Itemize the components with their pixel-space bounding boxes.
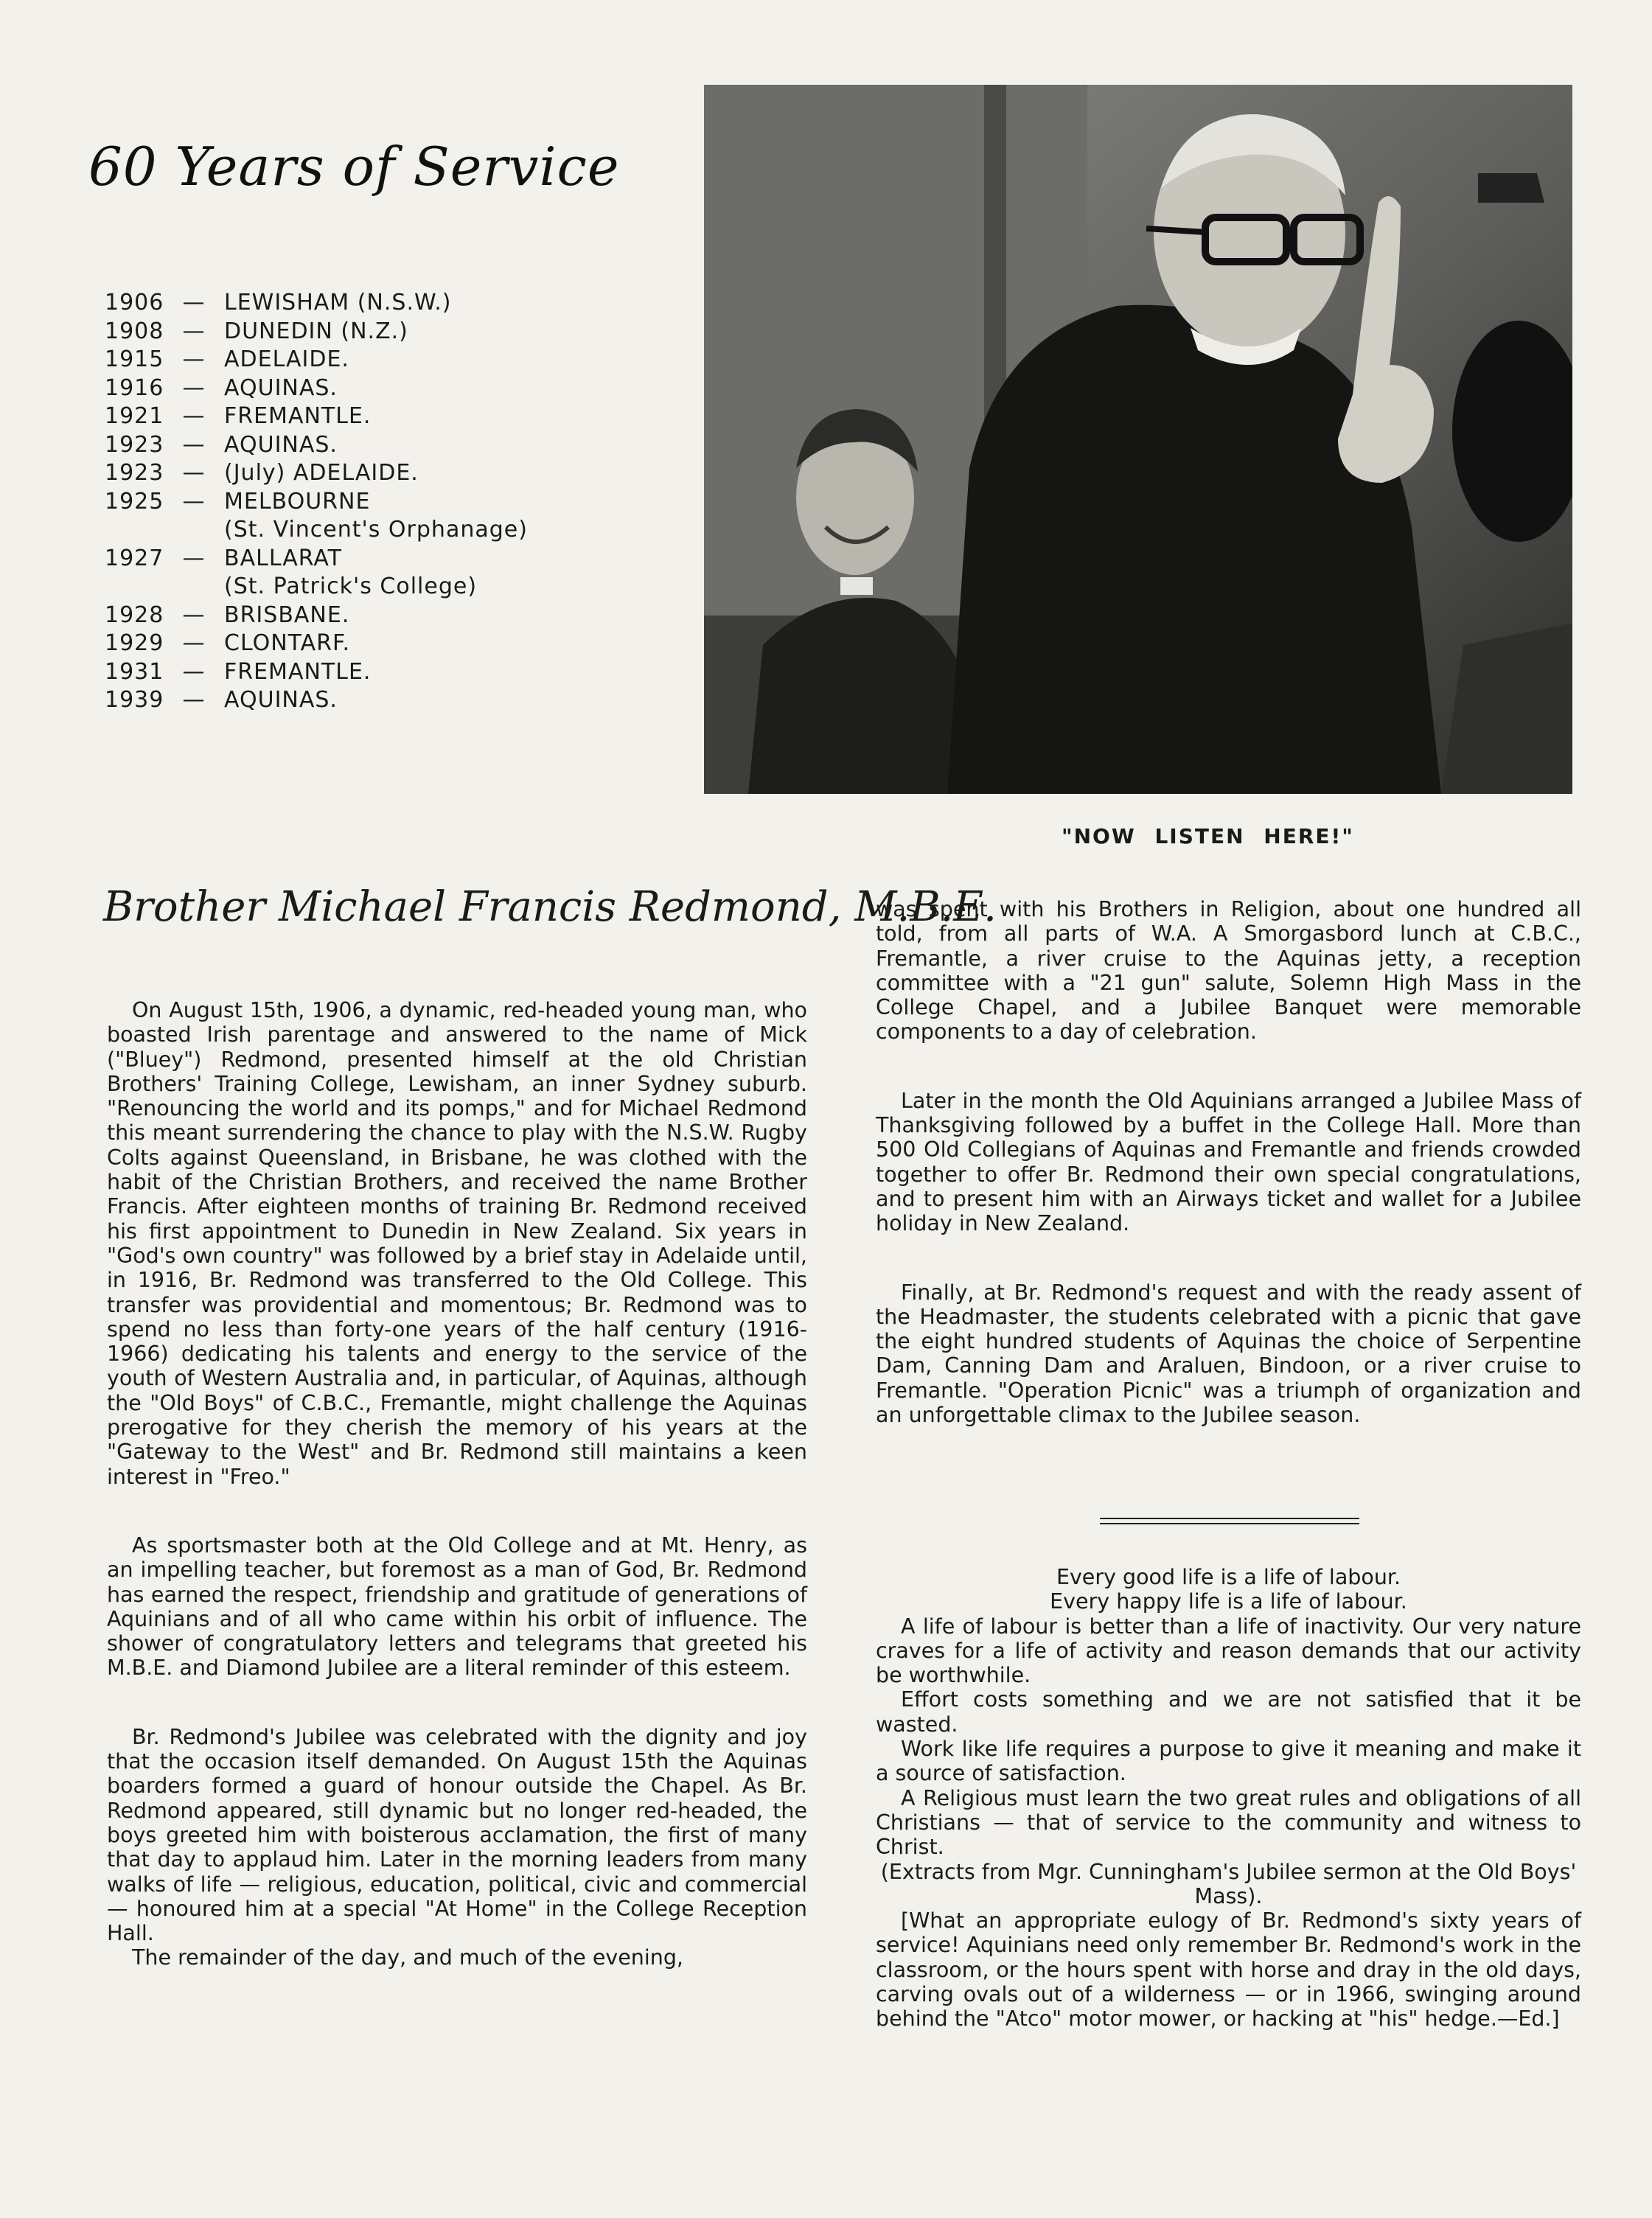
timeline-dash: — (182, 687, 206, 713)
quote-line: Every good life is a life of labour. (1056, 1565, 1401, 1589)
timeline-year: 1929 (105, 630, 164, 656)
timeline-year: 1906 (105, 290, 164, 315)
timeline-row (105, 488, 665, 517)
timeline-dash: — (182, 488, 206, 515)
timeline-place: MELBOURNE (224, 488, 371, 515)
timeline-place: (July) ADELAIDE. (224, 460, 419, 486)
timeline-year: 1923 (105, 460, 164, 486)
photo-illustration (704, 85, 1572, 794)
timeline-year: 1927 (105, 545, 164, 571)
timeline-year: 1923 (105, 431, 164, 458)
timeline-year: 1925 (105, 488, 164, 515)
quote-line: Every happy life is a life of labour. (1050, 1589, 1407, 1614)
timeline-place: LEWISHAM (N.S.W.) (224, 290, 452, 315)
timeline-year: 1928 (105, 601, 164, 628)
quote-paragraph: A life of labour is better than a life of inactivity. Our very nature craves for a life of activity and reason demands that our activity be worthwhile. (876, 1614, 1581, 1688)
timeline-subrow (105, 573, 665, 601)
timeline-year: 1931 (105, 658, 164, 685)
timeline-dash: — (182, 431, 206, 458)
timeline-row (105, 346, 665, 374)
timeline-row (105, 402, 665, 431)
timeline-dash: — (182, 403, 206, 429)
timeline-row (105, 318, 665, 346)
timeline-dash: — (182, 601, 206, 628)
timeline-row (105, 601, 665, 630)
timeline-place: AQUINAS. (224, 687, 338, 713)
timeline-place: ADELAIDE. (224, 346, 349, 372)
timeline-row (105, 686, 665, 715)
article-paragraph: As sportsmaster both at the Old College and at Mt. Henry, as an impelling teacher, but foremost as a man of God, Br. Redmond has earned the respect, friendship and gratitude of generations of Aquinians and of all who came within his orbit of influence. The shower of congratulatory letters and telegrams that greeted his M.B.E. and Diamond Jubilee are a literal reminder of this esteem. (107, 1532, 807, 1681)
timeline-year: 1915 (105, 346, 164, 372)
timeline-place: DUNEDIN (N.Z.) (224, 318, 408, 344)
sermon-extract (876, 1565, 1581, 2032)
timeline-place: FREMANTLE. (224, 403, 372, 429)
section-title: 60 Years of Service (88, 136, 620, 198)
timeline-dash: — (182, 460, 206, 486)
timeline-subplace: (St. Patrick's College) (224, 573, 478, 599)
timeline-dash: — (182, 545, 206, 571)
timeline-subplace: (St. Vincent's Orphanage) (224, 517, 528, 543)
article-heading: Brother Michael Francis Redmond, M.B.E. (103, 883, 997, 931)
timeline-row (105, 431, 665, 460)
timeline-dash: — (182, 318, 206, 344)
timeline-dash: — (182, 658, 206, 685)
timeline-year: 1908 (105, 318, 164, 344)
timeline-place: AQUINAS. (224, 431, 338, 458)
timeline-place: CLONTARF. (224, 630, 350, 656)
quote-source: (Extracts from Mgr. Cunningham's Jubilee sermon at the Old Boys' Mass). (880, 1859, 1577, 1908)
timeline-place: BALLARAT (224, 545, 342, 571)
timeline-dash: — (182, 630, 206, 656)
timeline-row (105, 459, 665, 488)
article-paragraph: On August 15th, 1906, a dynamic, red-headed young man, who boasted Irish parentage and answered to the name of Mick ("Bluey") Redmond, presented himself at the old Christian Brothers' Training College, Lewisham, an inner Sydney suburb. "Renouncing the world and its pomps," and for Michael Redmond this meant surrendering the chance to play with the N.S.W. Rugby Colts against Queensland, in Brisbane, he was clothed with the habit of the Christian Brothers, and received the name Brother Francis. After eighteen months of training Br. Redmond received his first appointment to Dunedin in New Zealand. Six years in "God's own country" was followed by a brief stay in Adelaide until, in 1916, Br. Redmond was transferred to the Old College. This transfer was providential and momentous; Br. Redmond was to spend no less than forty-one years of the half century (1916-1966) dedicating his talents and energy to the service of the youth of Western Australia and, in particular, of Aquinas, although the "Old Boys" of C.B.C., Fremantle, might challenge the Aquinas prerogative for they cherish the memory of his years at the "Gateway to the West" and Br. Redmond still maintains a keen interest in "Freo." (107, 998, 807, 1489)
quote-paragraph: A Religious must learn the two great rules and obligations of all Christians — that of service to the community and witness to Christ. (876, 1785, 1581, 1860)
divider-rule (1100, 1518, 1359, 1524)
quote-paragraph: Effort costs something and we are not satisfied that it be wasted. (876, 1687, 1581, 1737)
timeline-year: 1921 (105, 403, 164, 429)
timeline-place: BRISBANE. (224, 601, 350, 628)
timeline-row (105, 658, 665, 687)
editor-note: [What an appropriate eulogy of Br. Redmond's sixty years of service! Aquinians need only remember Br. Redmond's work in the classroom, or the hours spent with horse and dray in the old days, carving ovals out of a wilderness — or in 1966, swinging around behind the "Atco" motor mower, or hacking at "his" hedge.—Ed.] (876, 1908, 1581, 2032)
article-paragraph: Finally, at Br. Redmond's request and with the ready assent of the Headmaster, the students celebrated with a picnic that gave the eight hundred students of Aquinas the choice of Serpentine Dam, Canning Dam and Araluen, Bindoon, or a river cruise to Fremantle. "Operation Picnic" was a triumph of organization and an unforgettable climax to the Jubilee season. (876, 1280, 1581, 1428)
timeline-year: 1939 (105, 687, 164, 713)
left-column (107, 998, 807, 1970)
timeline-subrow (105, 516, 665, 545)
timeline-dash: — (182, 374, 206, 401)
photo-caption: "NOW LISTEN HERE!" (1062, 824, 1354, 848)
service-timeline (105, 289, 665, 715)
right-column (876, 897, 1581, 1471)
timeline-row (105, 630, 665, 658)
timeline-dash: — (182, 346, 206, 372)
timeline-dash: — (182, 290, 206, 315)
photo-brothers (704, 85, 1572, 794)
article-paragraph: The remainder of the day, and much of the evening, (132, 1945, 683, 1970)
quote-paragraph: Work like life requires a purpose to give it meaning and make it a source of satisfaction. (876, 1737, 1581, 1786)
timeline-row (105, 374, 665, 403)
timeline-row (105, 289, 665, 318)
timeline-year: 1916 (105, 374, 164, 401)
timeline-place: AQUINAS. (224, 374, 338, 401)
article-paragraph: Later in the month the Old Aquinians arranged a Jubilee Mass of Thanksgiving followed by a buffet in the College Hall. More than 500 Old Collegians of Aquinas and Fremantle and friends crowded together to offer Br. Redmond their own special congratulations, and to present him with an Airways ticket and wallet for a Jubilee holiday in New Zealand. (876, 1088, 1581, 1236)
timeline-row (105, 545, 665, 573)
timeline-place: FREMANTLE. (224, 658, 372, 685)
article-paragraph: was spent with his Brothers in Religion, about one hundred all told, from all parts of W.A. A Smorgasbord lunch at C.B.C., Fremantle, a river cruise to the Aquinas jetty, a reception committee with a "21 gun" salute, Solemn High Mass in the College Chapel, and a Jubilee Banquet were memorable components to a day of celebration. (876, 897, 1581, 1045)
article-paragraph: Br. Redmond's Jubilee was celebrated with the dignity and joy that the occasion itself demanded. On August 15th the Aquinas boarders formed a guard of honour outside the Chapel. As Br. Redmond appeared, still dynamic but no longer red-headed, the boys greeted him with boisterous acclamation, the first of many that day to applaud him. Later in the morning leaders from many walks of life — religious, education, political, civic and commercial — honoured him at a special "At Home" in the College Reception Hall. (107, 1724, 807, 1946)
